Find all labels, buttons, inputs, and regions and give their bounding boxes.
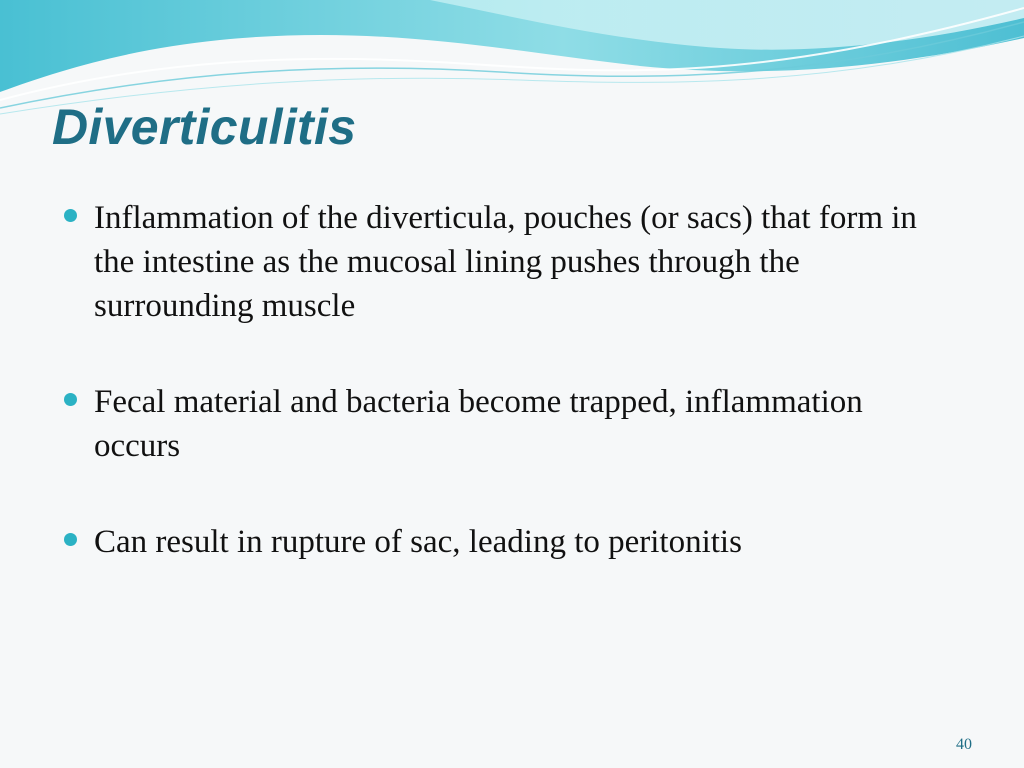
bullet-dot-icon <box>64 393 77 406</box>
page-number: 40 <box>956 736 972 753</box>
bullet-item <box>62 520 942 564</box>
bullet-text: Fecal material and bacteria become trapped, inflammation occurs <box>94 384 863 464</box>
bullet-item <box>62 196 942 328</box>
bullet-dot-icon <box>64 209 77 222</box>
bullet-text: Inflammation of the diverticula, pouches (or sacs) that form in the intestine as the mucosal lining pushes through the surrounding muscle <box>94 200 917 324</box>
bullet-dot-icon <box>64 533 77 546</box>
slide-title: Diverticulitis <box>52 99 357 155</box>
bullet-text: Can result in rupture of sac, leading to peritonitis <box>94 524 742 560</box>
bullet-item <box>62 380 942 468</box>
bullet-list <box>62 196 942 564</box>
